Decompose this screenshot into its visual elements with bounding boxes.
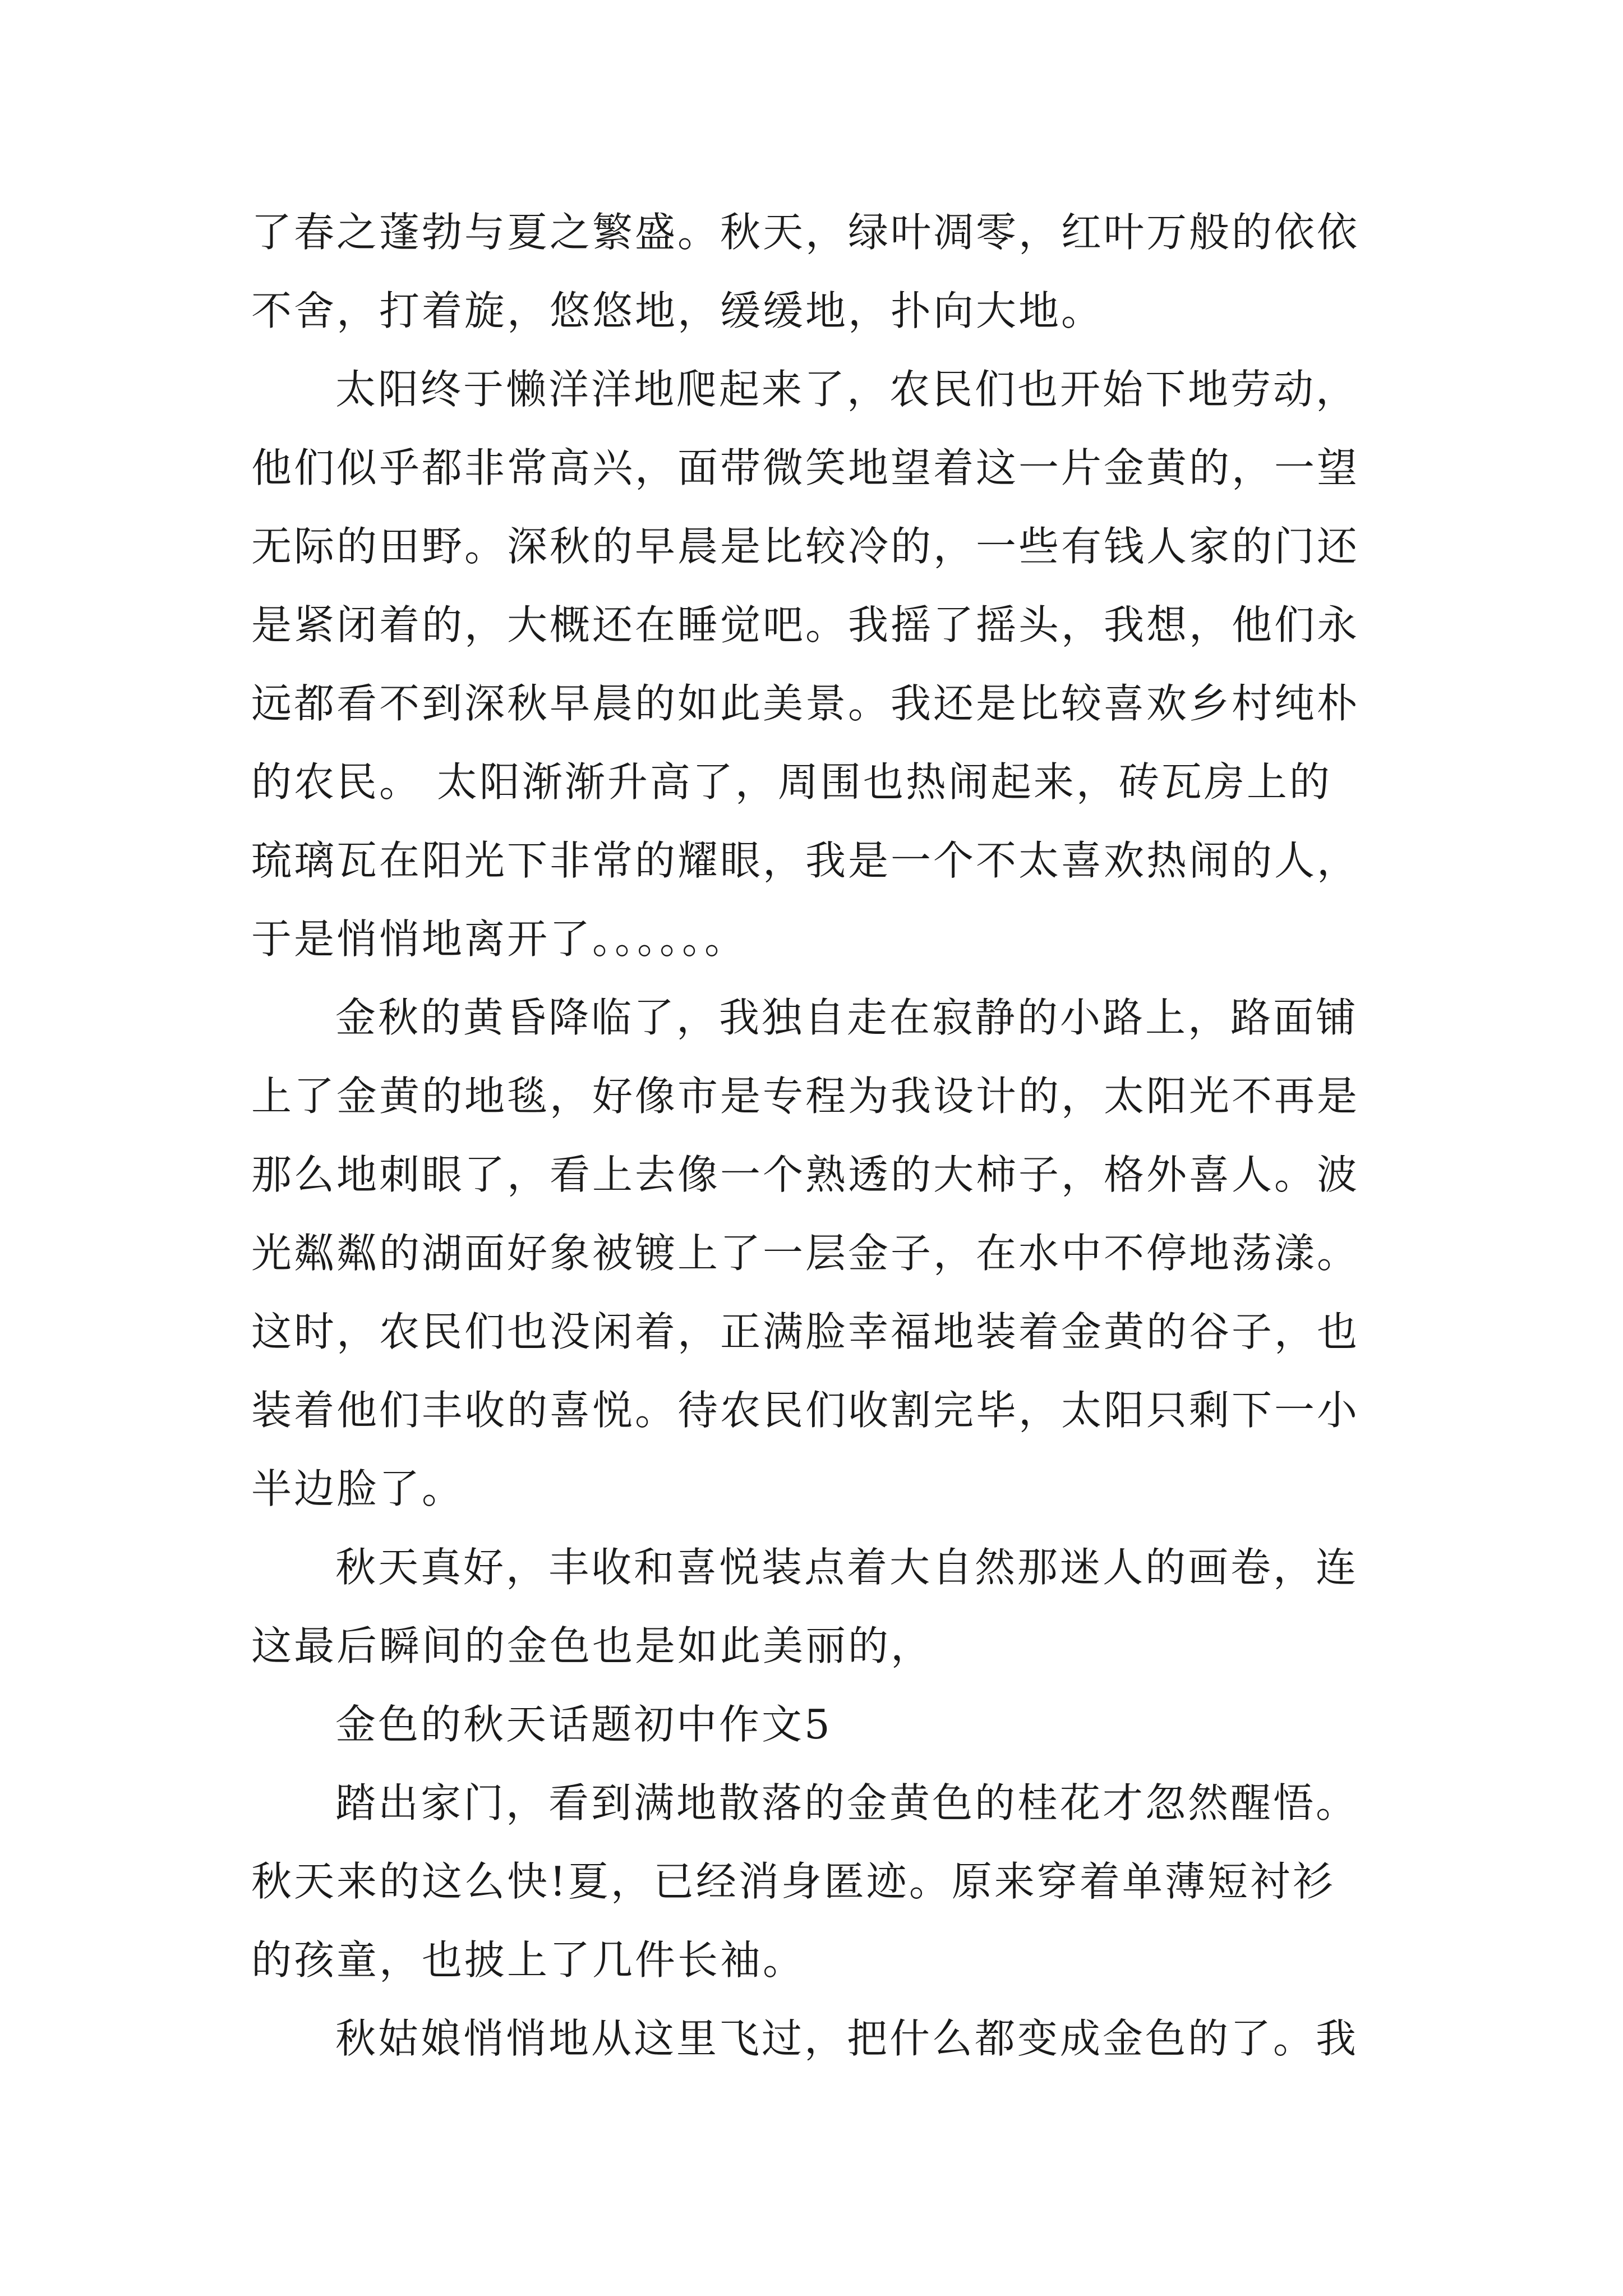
text-line: 光粼粼的湖面好象被镀上了一层金子，在水中不停地荡漾。	[251, 1230, 1360, 1277]
paragraph-start-line: 秋姑娘悄悄地从这里飞过，把什么都变成金色的了。我	[335, 2015, 1359, 2062]
text-line: 这最后瞬间的金色也是如此美丽的，	[251, 1622, 934, 1669]
text-line: 的农民。 太阳渐渐升高了，周围也热闹起来，砖瓦房上的	[251, 758, 1332, 806]
text-line: 的孩童，也披上了几件长袖。	[251, 1936, 806, 1984]
paragraph-start-line: 太阳终于懒洋洋地爬起来了，农民们也开始下地劳动，	[335, 366, 1359, 413]
text-line: 上了金黄的地毯，好像市是专程为我设计的，太阳光不再是	[251, 1073, 1360, 1120]
text-line: 远都看不到深秋早晨的如此美景。我还是比较喜欢乡村纯朴	[251, 680, 1360, 727]
text-line: 不舍，打着旋，悠悠地，缓缓地，扑向大地。	[251, 287, 1104, 334]
text-line: 无际的田野。深秋的早晨是比较冷的，一些有钱人家的门还	[251, 523, 1360, 570]
text-line: 琉璃瓦在阳光下非常的耀眼，我是一个不太喜欢热闹的人，	[251, 837, 1360, 884]
paragraph-start-line: 金秋的黄昏降临了，我独自走在寂静的小路上，路面铺	[335, 994, 1359, 1041]
essay-body	[251, 193, 1373, 2078]
text-line: 那么地刺眼了，看上去像一个熟透的大柿子，格外喜人。波	[251, 1151, 1360, 1198]
text-line: 秋天来的这么快!夏，已经消身匿迹。原来穿着单薄短衬衫	[251, 1858, 1335, 1905]
paragraph-start-line: 秋天真好，丰收和喜悦装点着大自然那迷人的画卷，连	[335, 1544, 1359, 1591]
text-line: 于是悄悄地离开了。。。。。。	[251, 915, 748, 963]
text-line: 装着他们丰收的喜悦。待农民们收割完毕，太阳只剩下一小	[251, 1387, 1360, 1434]
text-line: 他们似乎都非常高兴，面带微笑地望着这一片金黄的，一望	[251, 444, 1360, 491]
text-line: 这时，农民们也没闲着，正满脸幸福地装着金黄的谷子，也	[251, 1308, 1360, 1355]
section-heading: 金色的秋天话题初中作文5	[335, 1701, 832, 1748]
text-line: 了春之蓬勃与夏之繁盛。秋天，绿叶凋零，红叶万般的依依	[251, 209, 1360, 256]
text-line: 是紧闭着的，大概还在睡觉吧。我摇了摇头，我想，他们永	[251, 601, 1360, 648]
paragraph-start-line: 踏出家门，看到满地散落的金黄色的桂花才忽然醒悟。	[335, 1779, 1359, 1826]
text-line: 半边脸了。	[251, 1465, 465, 1512]
